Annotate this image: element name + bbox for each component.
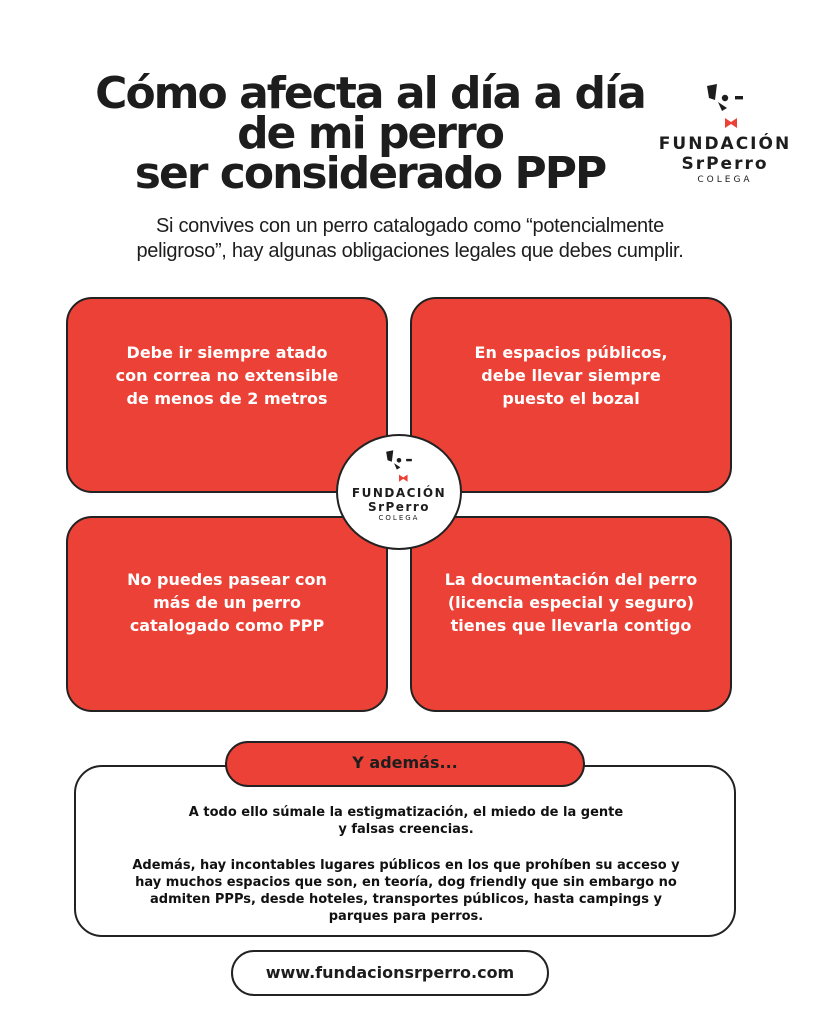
intro-text — [60, 214, 760, 264]
intro-line: peligroso”, hay algunas obligaciones legales que debes cumplir. — [136, 240, 684, 262]
additional-info-box — [74, 765, 736, 937]
info-line: Además, hay incontables lugares públicos en los que prohíben su acceso y — [132, 858, 680, 873]
card-line: En espacios públicos, — [474, 343, 668, 362]
card-line: Debe ir siempre atado — [126, 343, 328, 362]
title-line: ser considerado PPP — [134, 148, 606, 199]
fundacion-logo-small — [338, 446, 460, 523]
intro-line: Si convives con un perro catalogado como “potencialmente — [156, 215, 664, 237]
page-title — [60, 68, 680, 199]
info-line: parques para perros. — [328, 909, 484, 924]
card-line: con correa no extensible — [115, 366, 339, 385]
card-line: de menos de 2 metros — [126, 389, 328, 408]
card-line: No puedes pasear con — [127, 570, 327, 589]
title-line: Cómo afecta al día a día — [95, 68, 645, 119]
info-paragraph-1 — [96, 804, 716, 838]
info-line: A todo ello súmale la estigmatización, el miedo de la gente — [188, 805, 624, 820]
logo-line-3: COLEGA — [697, 175, 753, 185]
card-line: debe llevar siempre — [481, 366, 661, 385]
center-logo-badge — [336, 434, 462, 550]
card-line: (licencia especial y seguro) — [447, 593, 695, 612]
logo-line-2: SrPerro — [681, 154, 769, 174]
logo-line-2: SrPerro — [367, 500, 431, 514]
card-line: La documentación del perro — [444, 570, 698, 589]
rule-card-documents — [410, 516, 732, 712]
info-paragraph-2 — [96, 857, 716, 925]
logo-line-1: FUNDACIÓN — [351, 486, 447, 500]
rule-card-one-dog — [66, 516, 388, 712]
card-line: tienes que llevarla contigo — [450, 616, 692, 635]
dog-with-bowtie-icon — [377, 446, 421, 486]
fundacion-logo — [640, 78, 810, 186]
info-line: y falsas creencias. — [338, 822, 474, 837]
section-heading-pill: Y además... — [225, 741, 585, 787]
info-line: hay muchos espacios que son, en teoría, dog friendly que sin embargo no — [135, 875, 677, 890]
title-line: de mi perro — [237, 108, 503, 159]
card-line: catalogado como PPP — [129, 616, 325, 635]
logo-line-1: FUNDACIÓN — [658, 134, 792, 154]
logo-line-3: COLEGA — [378, 514, 420, 522]
dog-with-bowtie-icon — [695, 78, 755, 134]
card-line: puesto el bozal — [502, 389, 640, 408]
info-line: admiten PPPs, desde hoteles, transportes públicos, hasta campings y — [150, 892, 662, 907]
card-line: más de un perro — [153, 593, 301, 612]
website-link[interactable]: www.fundacionsrperro.com — [231, 950, 549, 996]
